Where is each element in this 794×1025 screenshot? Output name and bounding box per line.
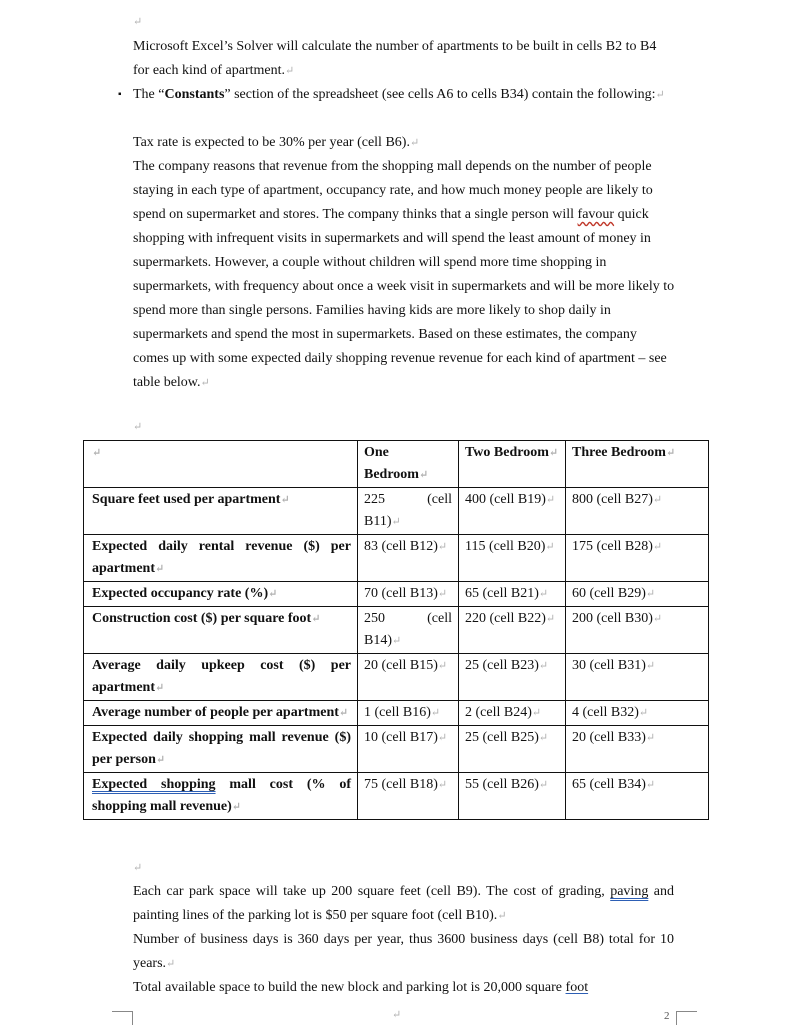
bullet-square-icon: ▪ — [118, 89, 122, 100]
cell-one-bedroom: 75 (cell B18)↵ — [358, 773, 459, 820]
revenue-paragraph: The company reasons that revenue from the shopping mall depends on the number of people staying in each type of apartment, occupancy rate, and how much money people are likely to spend on supermarket and stores. The company thinks that a single person will favour quick shopping with infrequent visits in supermarkets and will spend the least amount of money in supermarkets. However, a couple without children will spend more time shopping in supermarkets, with frequency about once a week visit in supermarkets and will be more likely to spend more than single persons. Families having kids are more likely to shop daily in supermarkets and spend the most in supermarkets. Based on these estimates, the company comes up with some expected daily shopping revenue revenue for each kind of apartment – see table below.↵ — [133, 159, 675, 390]
apartment-constants-table — [83, 440, 709, 820]
cell-two-bedroom: 220 (cell B22)↵ — [459, 607, 566, 654]
row-label: Expected occupancy rate (%)↵ — [84, 582, 358, 607]
cell-one-bedroom: 83 (cell B12)↵ — [358, 535, 459, 582]
row-label: Construction cost ($) per square foot↵ — [84, 607, 358, 654]
cell-one-bedroom: 70 (cell B13)↵ — [358, 582, 459, 607]
cell-two-bedroom: 400 (cell B19)↵ — [459, 488, 566, 535]
row-label: Expected shopping mall cost (% of shopping mall revenue)↵ — [84, 773, 358, 820]
intro-paragraph: Microsoft Excel’s Solver will calculate the number of apartments to be built in cells B2 to B4 for each kind of apartment.↵ — [133, 39, 657, 78]
cell-three-bedroom: 4 (cell B32)↵ — [566, 701, 709, 726]
spellcheck-word: favour — [577, 207, 615, 222]
cell-two-bedroom: 25 (cell B23)↵ — [459, 654, 566, 701]
table-row — [84, 535, 709, 582]
table-row — [84, 488, 709, 535]
cell-one-bedroom: 225 (cell B11)↵ — [358, 488, 459, 535]
empty-paragraph — [133, 10, 673, 34]
row-label: Expected daily rental revenue ($) per apartment↵ — [84, 535, 358, 582]
grammar-underline: Expected shopping — [92, 777, 216, 792]
table-row — [84, 654, 709, 701]
empty-paragraph: ↵ — [133, 862, 143, 874]
table-row — [84, 701, 709, 726]
cell-one-bedroom: 1 (cell B16)↵ — [358, 701, 459, 726]
business-days-paragraph: Number of business days is 360 days per year, thus 3600 business days (cell B8) total for 10 years.↵ — [133, 932, 674, 971]
cell-one-bedroom: 20 (cell B15)↵ — [358, 654, 459, 701]
table-row — [84, 773, 709, 820]
header-two-bedroom: Two Bedroom↵ — [459, 441, 566, 488]
table-header-row — [84, 441, 709, 488]
cell-three-bedroom: 20 (cell B33)↵ — [566, 726, 709, 773]
cell-two-bedroom: 65 (cell B21)↵ — [459, 582, 566, 607]
cell-two-bedroom: 2 (cell B24)↵ — [459, 701, 566, 726]
crop-mark-right — [676, 1011, 697, 1025]
row-label: Average number of people per apartment↵ — [84, 701, 358, 726]
row-label: Average daily upkeep cost ($) per apartment↵ — [84, 654, 358, 701]
header-three-bedroom: Three Bedroom↵ — [566, 441, 709, 488]
cell-three-bedroom: 65 (cell B34)↵ — [566, 773, 709, 820]
cell-two-bedroom: 55 (cell B26)↵ — [459, 773, 566, 820]
crop-mark-left — [112, 1011, 133, 1025]
table-row — [84, 607, 709, 654]
page-number: 2 — [664, 1010, 670, 1022]
header-one-bedroom: One Bedroom↵ — [358, 441, 459, 488]
cell-three-bedroom: 800 (cell B27)↵ — [566, 488, 709, 535]
row-label: Expected daily shopping mall revenue ($) per person↵ — [84, 726, 358, 773]
row-label: Square feet used per apartment↵ — [84, 488, 358, 535]
cell-one-bedroom: 10 (cell B17)↵ — [358, 726, 459, 773]
cell-one-bedroom: 250 (cell B14)↵ — [358, 607, 459, 654]
table-corner-cell: ↵ — [84, 441, 358, 488]
carpark-paragraph: Each car park space will take up 200 square feet (cell B9). The cost of grading, paving and painting lines of the parking lot is $50 per square foot (cell B10).↵ — [133, 884, 674, 923]
cell-two-bedroom: 25 (cell B25)↵ — [459, 726, 566, 773]
footer-paragraph-mark: ↵ — [392, 1009, 402, 1021]
cell-three-bedroom: 175 (cell B28)↵ — [566, 535, 709, 582]
paragraph-mark: ↵ — [133, 16, 143, 28]
cell-two-bedroom: 115 (cell B20)↵ — [459, 535, 566, 582]
table-row — [84, 726, 709, 773]
empty-paragraph: ↵ — [133, 421, 143, 433]
cell-three-bedroom: 200 (cell B30)↵ — [566, 607, 709, 654]
grammar-underline: paving — [610, 884, 649, 899]
table-row — [84, 582, 709, 607]
constants-text: The “Constants” section of the spreadsheet (see cells A6 to cells B34) contain the following:↵ — [133, 87, 665, 102]
cell-three-bedroom: 30 (cell B31)↵ — [566, 654, 709, 701]
tax-paragraph: Tax rate is expected to be 30% per year (cell B6).↵ — [133, 135, 420, 150]
available-space-paragraph: Total available space to build the new block and parking lot is 20,000 square foot — [133, 980, 589, 995]
cell-three-bedroom: 60 (cell B29)↵ — [566, 582, 709, 607]
grammar-underline: foot — [565, 980, 589, 995]
